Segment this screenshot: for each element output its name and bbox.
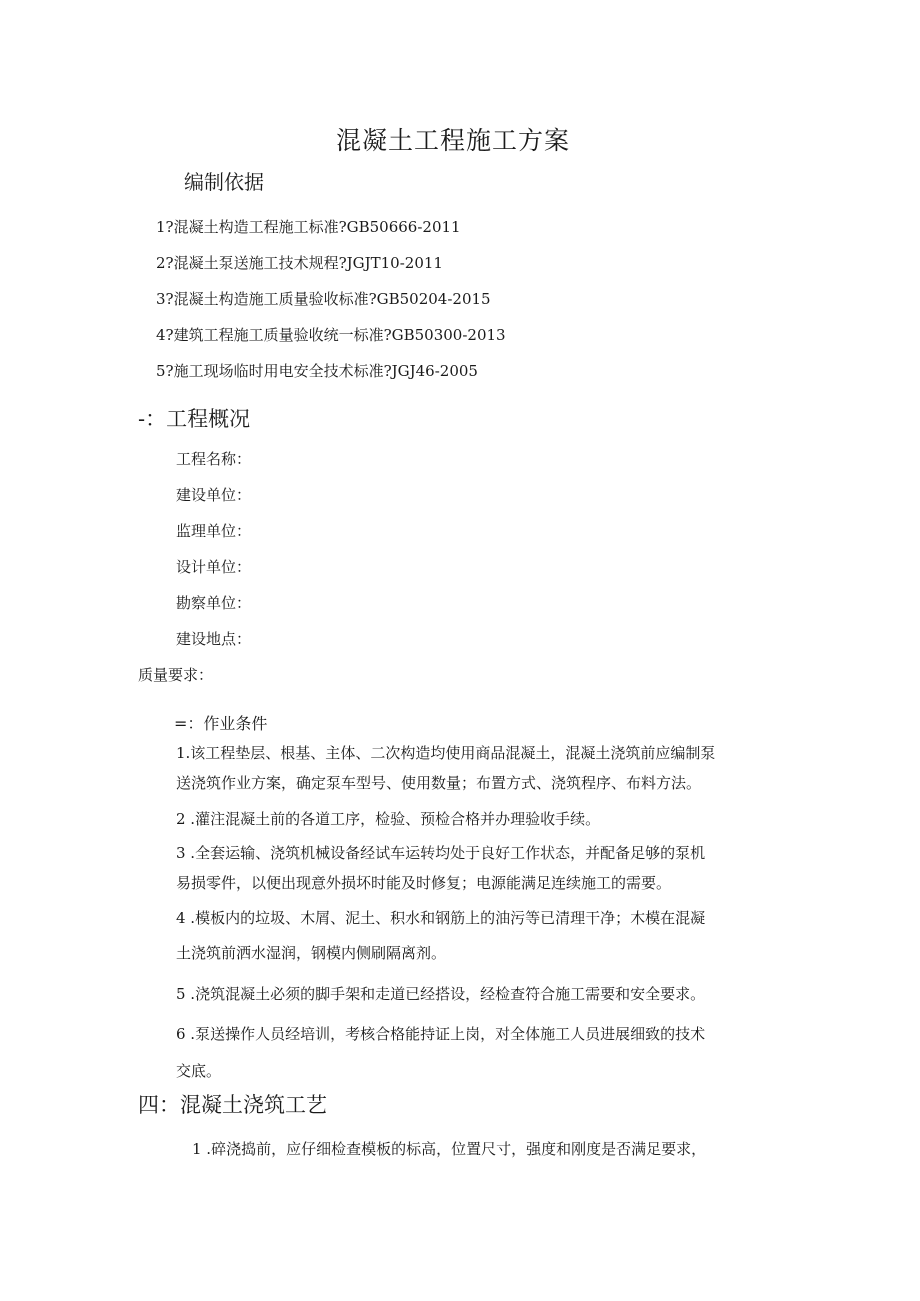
paragraph-line: 易损零件，以便出现意外损坏时能及时修复；电源能满足连续施工的需要。 (176, 874, 672, 892)
paragraph-line: 6 .泵送操作人员经培训，考核合格能持证上岗，对全体施工人员进展细致的技术 (176, 1025, 706, 1043)
paragraph-line: 交底。 (176, 1062, 222, 1080)
paragraph-line: 土浇筑前洒水湿润，钢模内侧刷隔离剂。 (176, 944, 447, 962)
reference-item: 5?施工现场临时用电安全技术标准?JGJ46-2005 (156, 362, 478, 380)
field-project-name: 工程名称： (176, 450, 252, 468)
reference-item: 3?混凝土构造施工质量验收标准?GB50204-2015 (156, 290, 491, 308)
paragraph-line: 1 .碎浇捣前，应仔细检查模板的标高，位置尺寸，强度和刚度是否满足要求， (192, 1140, 707, 1158)
paragraph-line: 5 .浇筑混凝土必须的脚手架和走道已经搭设，经检查符合施工需要和安全要求。 (176, 985, 706, 1003)
paragraph-line: 3 .全套运输、浇筑机械设备经试车运转均处于良好工作状态，并配备足够的泵机 (176, 844, 706, 862)
reference-item: 2?混凝土泵送施工技术规程?JGJT10-2011 (156, 254, 443, 272)
section-heading-overview: -：工程概况 (138, 407, 251, 431)
paragraph-line: 2 .灌注混凝土前的各道工序，检验、预检合格并办理验收手续。 (176, 810, 601, 828)
field-design-unit: 设计单位： (176, 558, 252, 576)
reference-item: 4?建筑工程施工质量验收统一标准?GB50300-2013 (156, 326, 506, 344)
paragraph-line: 送浇筑作业方案，确定泵车型号、使用数量；布置方式、浇筑程序、布料方法。 (176, 774, 702, 792)
basis-heading: 编制依据 (184, 170, 264, 194)
section-heading-pouring-process: 四：混凝土浇筑工艺 (138, 1093, 327, 1117)
field-supervision-unit: 监理单位： (176, 522, 252, 540)
field-quality-requirement: 质量要求： (138, 666, 214, 684)
paragraph-line: 1.该工程垫层、根基、主体、二次构造均使用商品混凝土，混凝土浇筑前应编制泵 (176, 744, 716, 762)
document-title: 混凝土工程施工方案 (336, 126, 571, 155)
paragraph-line: 4 .模板内的垃圾、木屑、泥土、积水和钢筋上的油污等已清理干净；木模在混凝 (176, 909, 706, 927)
section-heading-work-conditions: =：作业条件 (174, 714, 268, 733)
field-construction-site: 建设地点： (176, 630, 252, 648)
field-survey-unit: 勘察单位： (176, 594, 252, 612)
reference-item: 1?混凝土构造工程施工标准?GB50666-2011 (156, 218, 461, 236)
field-construction-unit: 建设单位： (176, 486, 252, 504)
